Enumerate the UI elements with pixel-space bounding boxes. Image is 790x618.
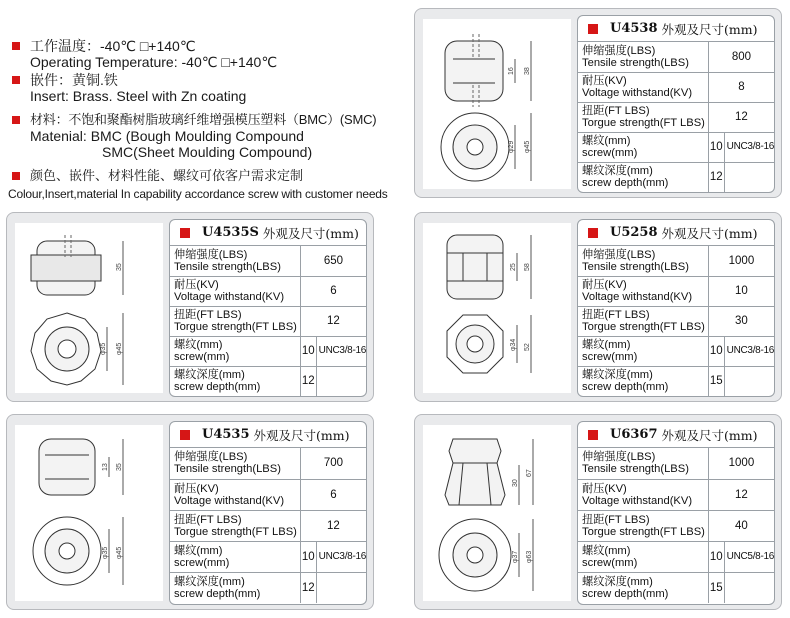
voltage-label: 耐压(KV) Voltage withstand(KV) xyxy=(578,479,708,510)
screw-label: 螺纹(mm) screw(mm) xyxy=(170,336,300,366)
torque-value: 40 xyxy=(708,510,774,541)
dim-label: φ34 xyxy=(510,338,517,351)
drawing-u4535s xyxy=(15,223,163,393)
drawing-u4538 xyxy=(423,19,571,189)
torque-value: 12 xyxy=(300,306,366,336)
card-title: 外观及尺寸(mm) xyxy=(661,225,758,241)
red-square-icon xyxy=(588,24,598,34)
screw-label: 螺纹(mm) screw(mm) xyxy=(170,541,300,572)
voltage-label: 耐压(KV) Voltage withstand(KV) xyxy=(578,72,708,102)
depth-label: 螺纹深度(mm) screw depth(mm) xyxy=(578,572,708,603)
depth-value: 15 xyxy=(708,572,724,603)
torque-value: 12 xyxy=(708,102,774,132)
torque-label: 扭距(FT LBS) Torgue strength(FT LBS) xyxy=(578,306,708,336)
spec-table xyxy=(578,42,774,192)
dim-label: φ45 xyxy=(116,342,123,355)
card-header xyxy=(578,422,774,448)
drawing-u4535 xyxy=(15,425,163,601)
operating-temp xyxy=(8,38,403,70)
insulator-drawing-u5258 xyxy=(423,223,571,393)
red-square-icon xyxy=(588,228,598,238)
temp-cn: 工作温度：-40℃ □+140℃ xyxy=(30,38,196,54)
model-name: U4535S xyxy=(202,225,259,240)
spec-table xyxy=(170,246,366,396)
dim-label: 67 xyxy=(526,469,533,477)
screw-thread: UNC5/8-16 xyxy=(724,541,774,572)
card-header xyxy=(578,16,774,42)
material-en-2: SMC(Sheet Moulding Compound) xyxy=(102,144,313,160)
torque-label: 扭距(FT LBS) Torgue strength(FT LBS) xyxy=(170,510,300,541)
tensile-value: 1000 xyxy=(728,254,755,267)
screw-thread: UNC3/8-16 xyxy=(724,336,774,366)
dim-label: 35 xyxy=(116,263,123,271)
bullet-square-icon xyxy=(12,116,20,124)
depth-label: 螺纹深度(mm) screw depth(mm) xyxy=(578,162,708,192)
drawing-u5258 xyxy=(423,223,571,393)
spec-table xyxy=(170,448,366,603)
model-name: U6367 xyxy=(610,427,658,442)
card-header xyxy=(170,220,366,246)
spec-table xyxy=(578,448,774,603)
voltage-value: 10 xyxy=(708,276,774,306)
depth-label: 螺纹深度(mm) screw depth(mm) xyxy=(170,366,300,396)
dim-label: 58 xyxy=(524,263,531,271)
tensile-label: 伸缩强度(LBS) Tensile strength(LBS) xyxy=(578,42,708,72)
insert-info xyxy=(8,72,403,104)
insulator-drawing-u4535 xyxy=(15,425,163,601)
spec-card-u5258 xyxy=(577,219,775,397)
screw-label: 螺纹(mm) screw(mm) xyxy=(578,336,708,366)
tensile-value: 800 xyxy=(731,50,752,63)
voltage-label: 耐压(KV) Voltage withstand(KV) xyxy=(170,276,300,306)
tensile-value: 650 xyxy=(323,254,344,267)
custom-cn: 颜色、嵌件、材料性能、螺纹可依客户需求定制 xyxy=(30,168,304,183)
product-panel-u4538 xyxy=(414,8,782,198)
depth-value: 15 xyxy=(708,366,724,396)
dim-label: 25 xyxy=(510,263,517,271)
torque-value: 12 xyxy=(300,510,366,541)
tensile-value: 700 xyxy=(323,457,344,470)
voltage-value: 6 xyxy=(300,479,366,510)
spec-card-u4535 xyxy=(169,421,367,605)
dim-label: 13 xyxy=(102,463,109,471)
dim-label: φ37 xyxy=(512,550,519,563)
spec-card-u4535s xyxy=(169,219,367,397)
screw-number: 10 xyxy=(708,132,724,162)
dim-label: φ35 xyxy=(102,546,109,559)
insert-en: Insert: Brass. Steel with Zn coating xyxy=(30,88,247,104)
tensile-label: 伸缩强度(LBS) Tensile strength(LBS) xyxy=(578,246,708,276)
dim-label: 38 xyxy=(524,67,531,75)
dim-label: φ45 xyxy=(116,546,123,559)
screw-thread: UNC3/8-16 xyxy=(316,336,366,366)
card-title: 外观及尺寸(mm) xyxy=(253,427,350,443)
card-title: 外观及尺寸(mm) xyxy=(661,427,758,443)
depth-value: 12 xyxy=(708,162,724,192)
bullet-square-icon xyxy=(12,42,20,50)
screw-number: 10 xyxy=(300,336,316,366)
screw-number: 10 xyxy=(300,541,316,572)
material-info xyxy=(8,112,403,160)
voltage-label: 耐压(KV) Voltage withstand(KV) xyxy=(170,479,300,510)
card-title: 外观及尺寸(mm) xyxy=(661,21,758,37)
red-square-icon xyxy=(588,430,598,440)
product-panel-u5258 xyxy=(414,212,782,402)
screw-label: 螺纹(mm) screw(mm) xyxy=(578,132,708,162)
temp-en: Operating Temperature: -40℃ □+140℃ xyxy=(30,54,278,70)
spec-table xyxy=(578,246,774,396)
torque-label: 扭距(FT LBS) Torgue strength(FT LBS) xyxy=(170,306,300,336)
voltage-value: 8 xyxy=(708,72,774,102)
dim-label: 16 xyxy=(508,67,515,75)
model-name: U4535 xyxy=(202,427,250,442)
insert-cn: 嵌件：黄铜.铁 xyxy=(30,72,118,88)
screw-thread: UNC3/8-16 xyxy=(724,132,774,162)
card-header xyxy=(578,220,774,246)
voltage-label: 耐压(KV) Voltage withstand(KV) xyxy=(578,276,708,306)
depth-label: 螺纹深度(mm) screw depth(mm) xyxy=(578,366,708,396)
spec-card-u6367 xyxy=(577,421,775,605)
bullet-square-icon xyxy=(12,172,20,180)
screw-thread: UNC3/8-16 xyxy=(316,541,366,572)
tensile-label: 伸缩强度(LBS) Tensile strength(LBS) xyxy=(170,246,300,276)
model-name: U4538 xyxy=(610,21,658,36)
torque-value: 30 xyxy=(708,306,774,336)
torque-label: 扭距(FT LBS) Torgue strength(FT LBS) xyxy=(578,510,708,541)
spec-card-u4538 xyxy=(577,15,775,193)
tensile-label: 伸缩强度(LBS) Tensile strength(LBS) xyxy=(578,448,708,479)
insulator-drawing-u6367 xyxy=(423,425,571,601)
depth-value: 12 xyxy=(300,572,316,603)
dim-label: 30 xyxy=(512,479,519,487)
material-en-1: Matenial: BMC (Bough Moulding Compound xyxy=(30,128,304,144)
insulator-drawing-u4535s xyxy=(15,223,163,393)
voltage-value: 6 xyxy=(300,276,366,306)
card-title: 外观及尺寸(mm) xyxy=(262,225,359,241)
red-square-icon xyxy=(180,430,190,440)
insulator-drawing-u4538 xyxy=(423,19,571,189)
tensile-label: 伸缩强度(LBS) Tensile strength(LBS) xyxy=(170,448,300,479)
product-panel-u4535 xyxy=(6,414,374,610)
depth-label: 螺纹深度(mm) screw depth(mm) xyxy=(170,572,300,603)
material-cn: 材料：不饱和聚酯树脂玻璃纤维增强模压塑料（BMC）(SMC) xyxy=(30,112,377,127)
dim-label: 35 xyxy=(116,463,123,471)
tensile-value: 1000 xyxy=(728,457,755,470)
dim-label: φ35 xyxy=(100,342,107,355)
dim-label: φ29 xyxy=(508,140,515,153)
dim-label: 52 xyxy=(524,343,531,351)
intro-section xyxy=(8,38,403,202)
bullet-square-icon xyxy=(12,76,20,84)
voltage-value: 12 xyxy=(708,479,774,510)
screw-label: 螺纹(mm) screw(mm) xyxy=(578,541,708,572)
customization-info xyxy=(8,168,403,184)
card-header xyxy=(170,422,366,448)
product-panel-u6367 xyxy=(414,414,782,610)
product-panel-u4535s xyxy=(6,212,374,402)
red-square-icon xyxy=(180,228,190,238)
screw-number: 10 xyxy=(708,336,724,366)
dim-label: φ45 xyxy=(524,140,531,153)
model-name: U5258 xyxy=(610,225,658,240)
depth-value: 12 xyxy=(300,366,316,396)
custom-en: Colour,Insert,material In capability accordance screw with customer needs xyxy=(8,187,388,201)
dim-label: φ63 xyxy=(526,550,533,563)
torque-label: 扭距(FT LBS) Torgue strength(FT LBS) xyxy=(578,102,708,132)
screw-number: 10 xyxy=(708,541,724,572)
drawing-u6367 xyxy=(423,425,571,601)
